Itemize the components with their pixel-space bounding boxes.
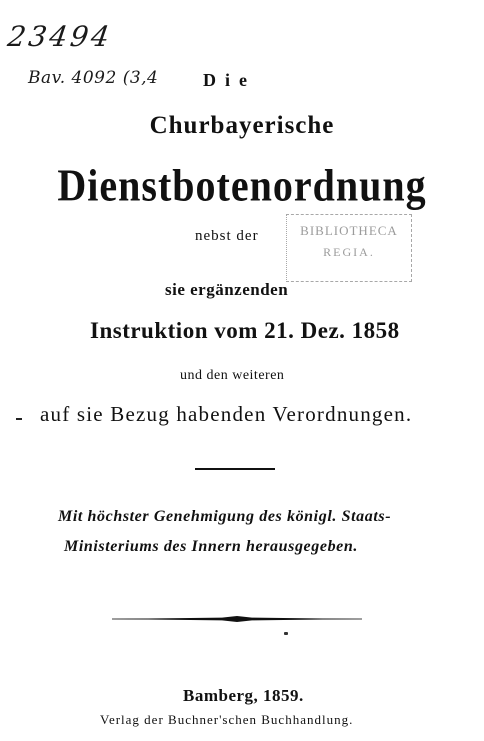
- handwritten-shelf-number: 23494: [5, 20, 115, 53]
- stray-mark: [16, 418, 22, 420]
- subtitle-line-2: sie ergänzenden: [165, 280, 289, 299]
- authorization-line-2: Ministeriums des Innern herausgegeben.: [64, 538, 358, 555]
- subtitle-line-3: Instruktion vom 21. Dez. 1858: [90, 318, 400, 343]
- ornamental-divider: [112, 612, 362, 626]
- stamp-text-line-1: BIBLIOTHECA: [300, 223, 398, 238]
- imprint-publisher: Verlag der Buchner'schen Buchhandlung.: [100, 712, 354, 727]
- stray-dot: [284, 632, 288, 635]
- imprint-place-year: Bamberg, 1859.: [183, 686, 304, 705]
- title-article: Die: [203, 70, 256, 90]
- stamp-text-line-2: REGIA.: [323, 245, 375, 259]
- handwritten-call-number: Bav. 4092 (3,4: [28, 68, 159, 88]
- authorization-line-1: Mit höchster Genehmigung des königl. Staats-: [58, 508, 392, 525]
- subtitle-line-5: auf sie Bezug habenden Verordnungen.: [40, 402, 413, 426]
- title-main: Dienstbotenordnung: [57, 159, 427, 211]
- divider-rule: [195, 468, 275, 470]
- library-stamp: [286, 214, 412, 282]
- title-line-1: Churbayerische: [149, 112, 335, 139]
- subtitle-line-4: und den weiteren: [180, 368, 285, 383]
- subtitle-line-1: nebst der: [195, 228, 259, 244]
